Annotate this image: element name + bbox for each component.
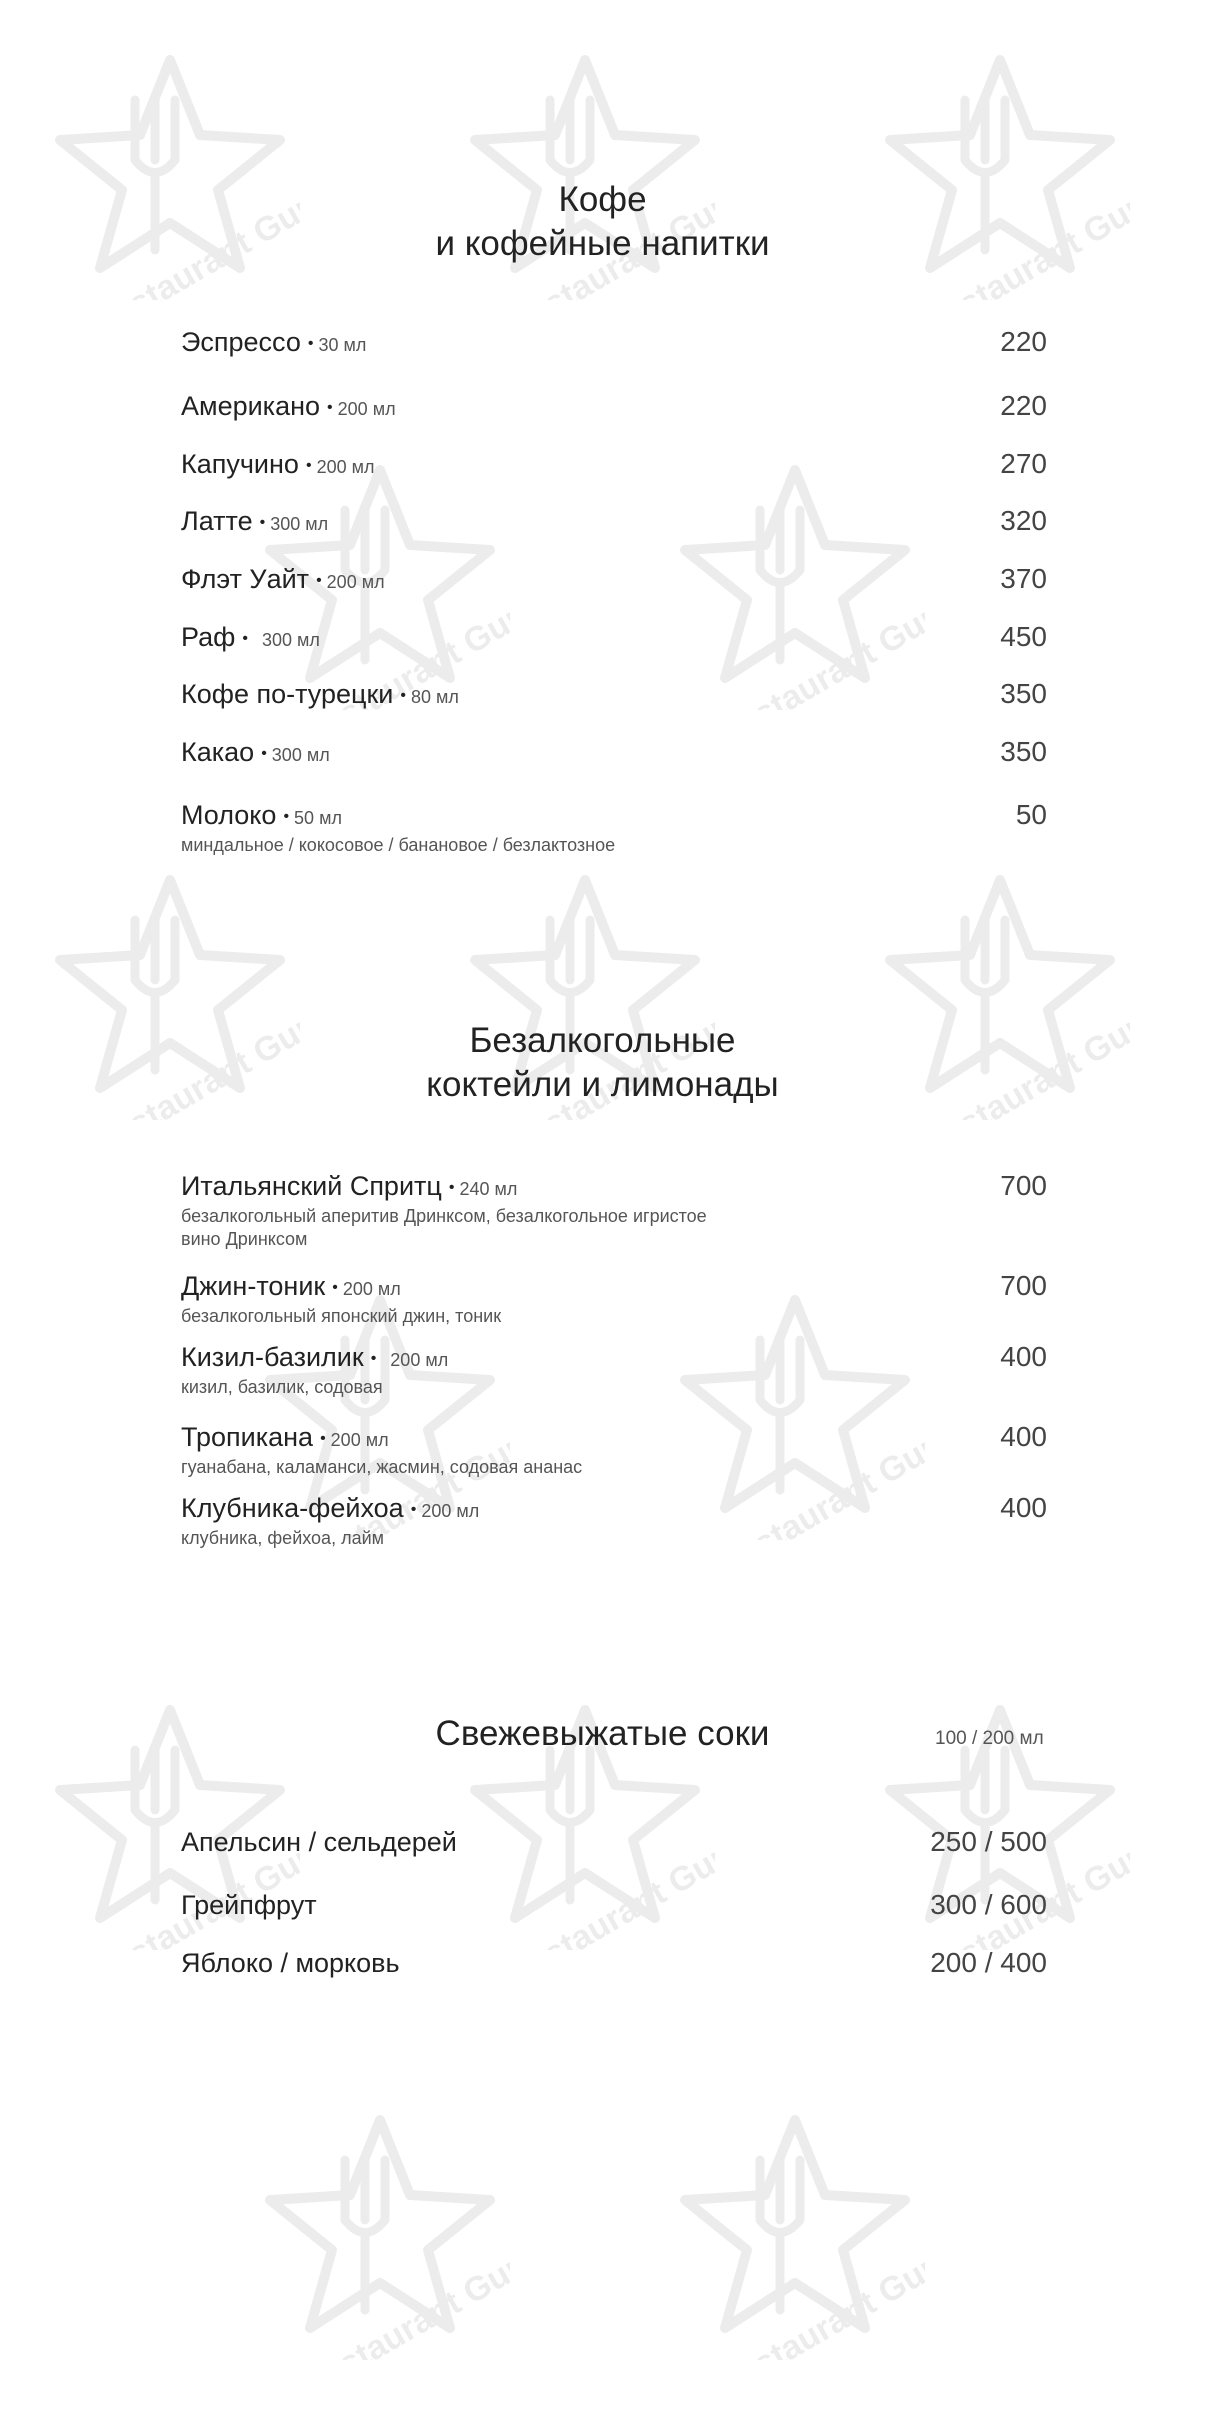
item-separator: • <box>410 1501 417 1518</box>
item-name: Американо <box>181 391 321 421</box>
item-name: Раф <box>181 622 236 652</box>
item-name: Итальянский Спритц <box>181 1171 442 1201</box>
item-description: безалкогольный аперитив Дринксом, безалкогольное игристое вино Дринксом <box>181 1206 707 1249</box>
menu-item <box>181 1341 1047 1399</box>
watermark-text: Restaurant Guru <box>914 1828 1130 1950</box>
watermark-text: Restaurant Guru <box>499 998 715 1120</box>
item-volume: 200 мл <box>390 1350 449 1370</box>
item-separator: • <box>261 745 267 762</box>
menu-item <box>181 563 1047 595</box>
item-price: 50 <box>1015 799 1047 830</box>
item-price: 200 / 400 <box>930 1947 1047 1978</box>
coffee-title-line1: Кофе <box>558 180 647 219</box>
item-volume: 200 мл <box>421 1501 480 1521</box>
menu-item <box>181 799 1047 857</box>
item-description: миндальное / кокосовое / банановое / безлактозное <box>181 835 616 855</box>
item-price: 450 <box>1000 621 1047 652</box>
item-separator: • <box>448 1179 455 1196</box>
item-volume: 30 мл <box>318 335 367 355</box>
item-price: 700 <box>1000 1270 1047 1301</box>
cocktails-title-line1: Безалкогольные <box>469 1021 736 1060</box>
item-separator: • <box>305 457 312 474</box>
item-name: Грейпфрут <box>181 1890 317 1920</box>
item-price: 320 <box>1000 505 1047 536</box>
cocktails-title-line2: коктейли и лимонады <box>426 1065 779 1104</box>
item-price: 370 <box>1000 563 1047 594</box>
watermark-text: Restaurant Guru <box>294 2238 510 2360</box>
item-volume: 200 мл <box>342 1279 401 1299</box>
item-volume: 240 мл <box>459 1179 518 1199</box>
juices-volume-note: 100 / 200 мл <box>935 1728 1044 1749</box>
item-separator: • <box>307 335 314 352</box>
item-separator: • <box>242 630 248 647</box>
item-name: Тропикана <box>181 1422 314 1452</box>
item-description: безалкогольный японский джин, тоник <box>181 1306 502 1326</box>
cocktails-section-title <box>0 1019 1205 1107</box>
item-volume: 300 мл <box>270 514 329 534</box>
item-price: 220 <box>1000 390 1047 421</box>
item-volume: 200 мл <box>337 399 396 419</box>
watermark-text: Restaurant Guru <box>709 1418 925 1540</box>
item-name: Кизил-базилик <box>181 1342 364 1372</box>
item-price: 400 <box>1000 1492 1047 1523</box>
menu-item <box>181 736 1047 768</box>
menu-item <box>181 1421 1047 1479</box>
menu-item <box>181 1170 1047 1251</box>
item-separator: • <box>316 572 322 589</box>
coffee-title-line2: и кофейные напитки <box>435 224 770 263</box>
item-volume: 300 мл <box>271 745 330 765</box>
item-name: Латте <box>181 506 253 536</box>
item-separator: • <box>259 514 266 531</box>
item-name: Молоко <box>181 800 277 830</box>
item-price: 350 <box>1000 736 1047 767</box>
item-price: 700 <box>1000 1170 1047 1201</box>
item-separator: • <box>400 687 406 704</box>
menu-item <box>181 1492 1047 1550</box>
menu-item <box>181 1889 1047 1921</box>
menu-item <box>181 1947 1047 1979</box>
item-name: Клубника-фейхоа <box>181 1493 404 1523</box>
juices-title: Свежевыжатые соки <box>435 1714 770 1753</box>
watermark-text: Restaurant Guru <box>294 588 510 710</box>
item-separator: • <box>332 1279 338 1296</box>
menu-item <box>181 1270 1047 1328</box>
menu-item <box>181 621 1047 653</box>
item-name: Эспрессо <box>181 327 301 357</box>
item-name: Капучино <box>181 449 299 479</box>
item-volume: 50 мл <box>294 808 342 828</box>
item-price: 400 <box>1000 1341 1047 1372</box>
menu-item <box>181 390 1047 422</box>
watermark-text: Restaurant Guru <box>709 2238 925 2360</box>
menu-item <box>181 448 1047 480</box>
item-separator: • <box>283 808 290 825</box>
menu-item <box>181 678 1047 710</box>
item-volume: 80 мл <box>410 687 459 707</box>
watermark-text: Restaurant Guru <box>84 1828 300 1950</box>
item-price: 350 <box>1000 678 1047 709</box>
watermark-text: Restaurant Guru <box>914 178 1130 300</box>
item-name: Яблоко / морковь <box>181 1948 400 1978</box>
item-description: клубника, фейхоа, лайм <box>181 1528 385 1548</box>
watermark-text: Restaurant Guru <box>499 178 715 300</box>
item-separator: • <box>320 1430 326 1447</box>
watermark-text: Restaurant Guru <box>84 998 300 1120</box>
item-name: Кофе по-турецки <box>181 679 394 709</box>
watermark-text: Restaurant Guru <box>914 998 1130 1120</box>
item-volume: 200 мл <box>326 572 385 592</box>
item-price: 400 <box>1000 1421 1047 1452</box>
item-volume: 200 мл <box>330 1430 389 1450</box>
item-volume: 300 мл <box>261 630 320 650</box>
watermark-text: Restaurant Guru <box>84 178 300 300</box>
menu-item <box>181 505 1047 537</box>
item-description: кизил, базилик, содовая <box>181 1377 383 1397</box>
item-name: Апельсин / сельдерей <box>181 1827 457 1857</box>
item-name: Джин-тоник <box>181 1271 326 1301</box>
item-price: 220 <box>1000 326 1047 357</box>
item-name: Флэт Уайт <box>181 564 310 594</box>
item-volume: 200 мл <box>316 457 375 477</box>
item-price: 270 <box>1000 448 1047 479</box>
coffee-section-title <box>0 178 1205 266</box>
item-description: гуанабана, каламанси, жасмин, содовая ананас <box>181 1457 583 1477</box>
watermark-text: Restaurant Guru <box>294 1418 510 1540</box>
menu-item <box>181 326 1047 358</box>
item-name: Какао <box>181 737 255 767</box>
watermark-text: Restaurant Guru <box>499 1828 715 1950</box>
item-price: 300 / 600 <box>930 1889 1047 1920</box>
item-price: 250 / 500 <box>930 1826 1047 1857</box>
item-separator: • <box>327 399 333 416</box>
menu-item <box>181 1826 1047 1858</box>
watermark-text: Restaurant Guru <box>709 588 925 710</box>
item-separator: • <box>370 1350 377 1367</box>
